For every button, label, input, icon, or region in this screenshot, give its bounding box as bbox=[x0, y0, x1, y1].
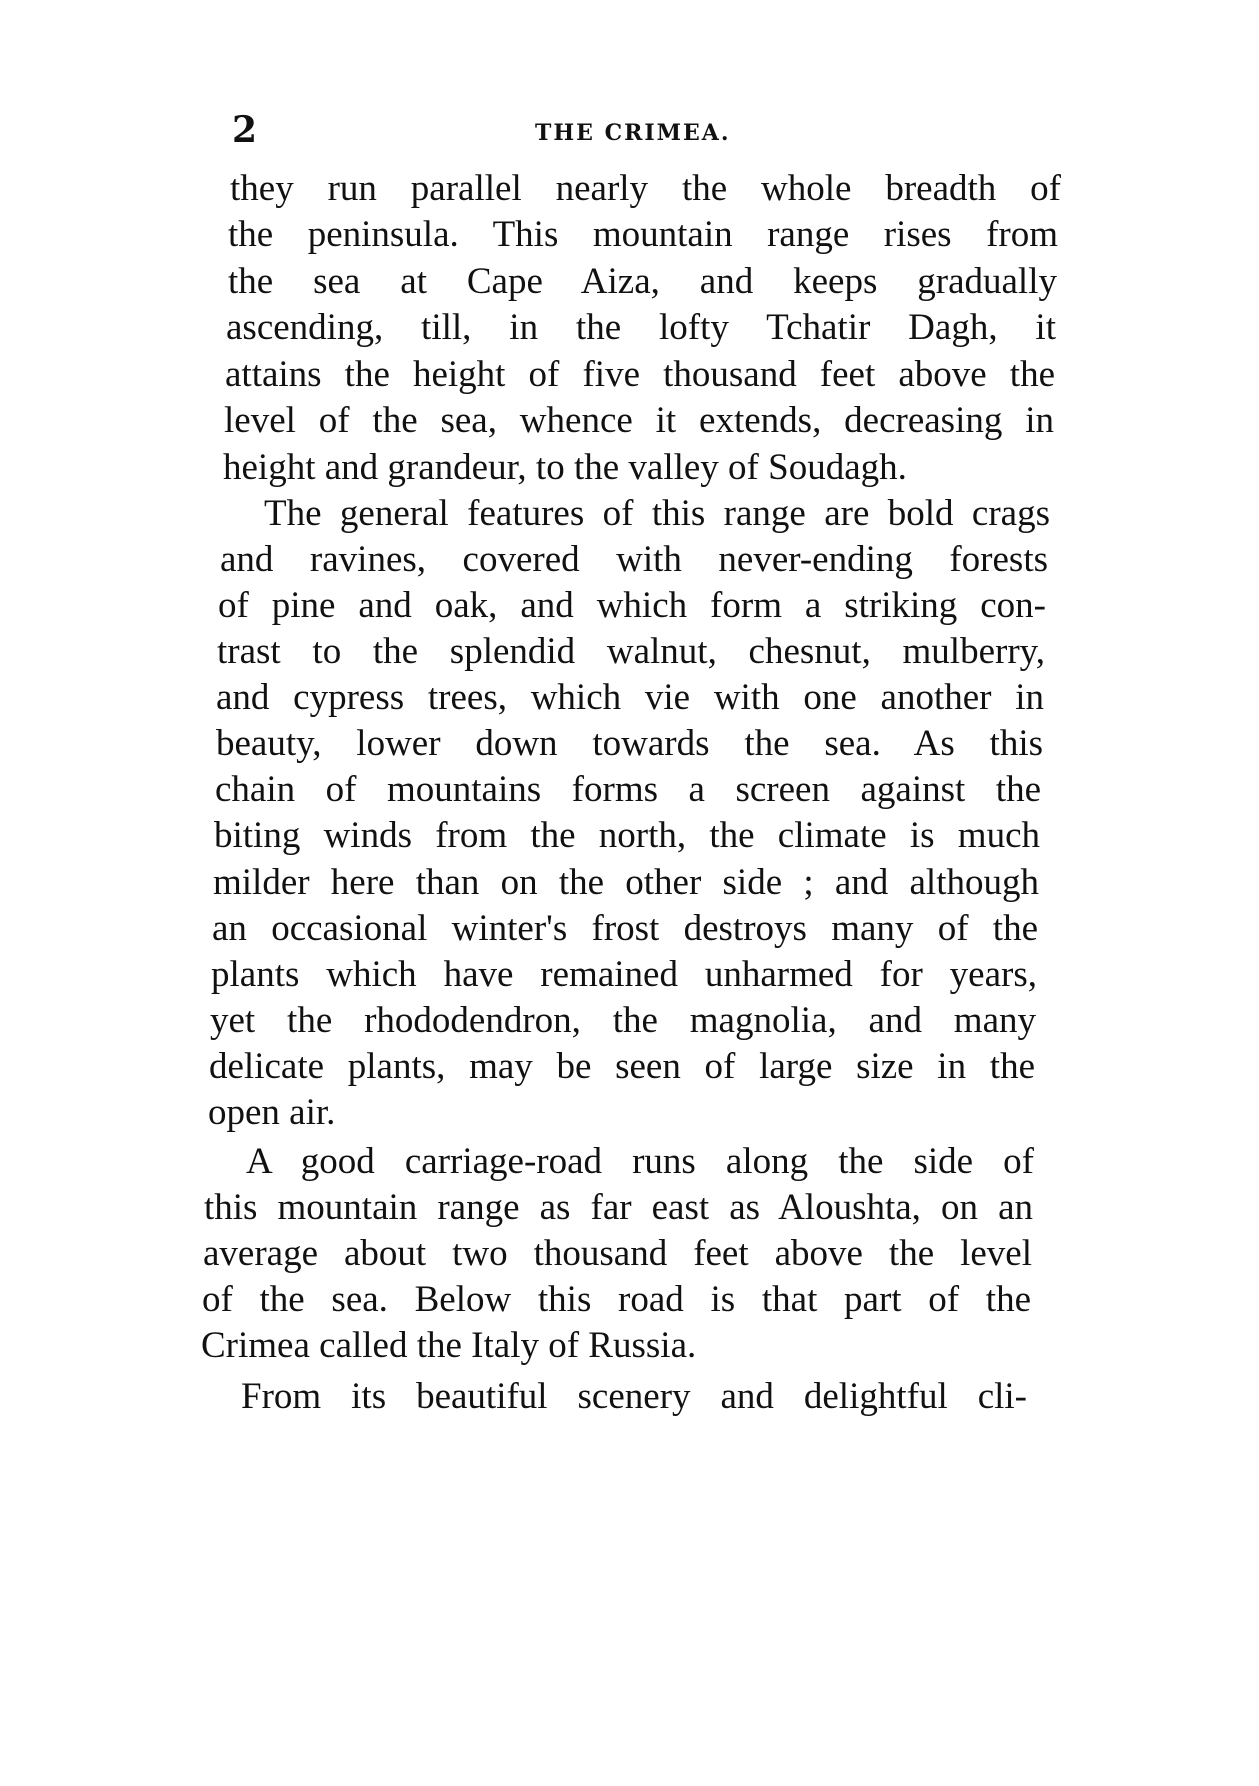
text-line: an occasional winter's frost destroys many of the bbox=[212, 908, 1038, 949]
text-line: this mountain range as far east as Aloushta, on an bbox=[204, 1187, 1033, 1228]
text-line: of pine and oak, and which form a striking con- bbox=[218, 585, 1046, 626]
text-line: the sea at Cape Aiza, and keeps gradually bbox=[228, 261, 1057, 302]
running-head: THE CRIMEA. bbox=[535, 120, 731, 146]
text-line: height and grandeur, to the valley of Soudagh. bbox=[223, 447, 907, 488]
text-line: average about two thousand feet above the level bbox=[203, 1233, 1032, 1274]
text-line: milder here than on the other side ; and although bbox=[213, 862, 1039, 903]
text-line: trast to the splendid walnut, chesnut, mulberry, bbox=[217, 631, 1045, 672]
text-line: they run parallel nearly the whole breadth of bbox=[230, 168, 1061, 209]
text-line: ascending, till, in the lofty Tchatir Dagh, it bbox=[226, 307, 1056, 348]
text-line: plants which have remained unharmed for years, bbox=[211, 954, 1037, 995]
text-line: yet the rhododendron, the magnolia, and many bbox=[210, 1000, 1036, 1041]
text-line: of the sea. Below this road is that part of the bbox=[202, 1279, 1031, 1320]
text-line: and ravines, covered with never-ending forests bbox=[220, 539, 1048, 580]
text-line: level of the sea, whence it extends, decreasing in bbox=[224, 400, 1054, 441]
text-line: biting winds from the north, the climate is much bbox=[214, 815, 1040, 856]
text-line: delicate plants, may be seen of large size in the bbox=[209, 1046, 1035, 1087]
text-line: open air. bbox=[208, 1092, 336, 1133]
text-line: Crimea called the Italy of Russia. bbox=[201, 1325, 697, 1366]
text-line: The general features of this range are bold crags bbox=[264, 493, 1050, 534]
text-line: and cypress trees, which vie with one another in bbox=[216, 677, 1044, 718]
text-line: A good carriage-road runs along the side of bbox=[246, 1141, 1034, 1182]
text-line: From its beautiful scenery and delightful cli- bbox=[241, 1376, 1027, 1417]
text-line: attains the height of five thousand feet above the bbox=[225, 354, 1055, 395]
text-line: the peninsula. This mountain range rises from bbox=[228, 214, 1058, 255]
text-line: beauty, lower down towards the sea. As this bbox=[216, 723, 1043, 764]
page-number: 2 bbox=[232, 109, 258, 151]
text-line: chain of mountains forms a screen against the bbox=[215, 769, 1041, 810]
